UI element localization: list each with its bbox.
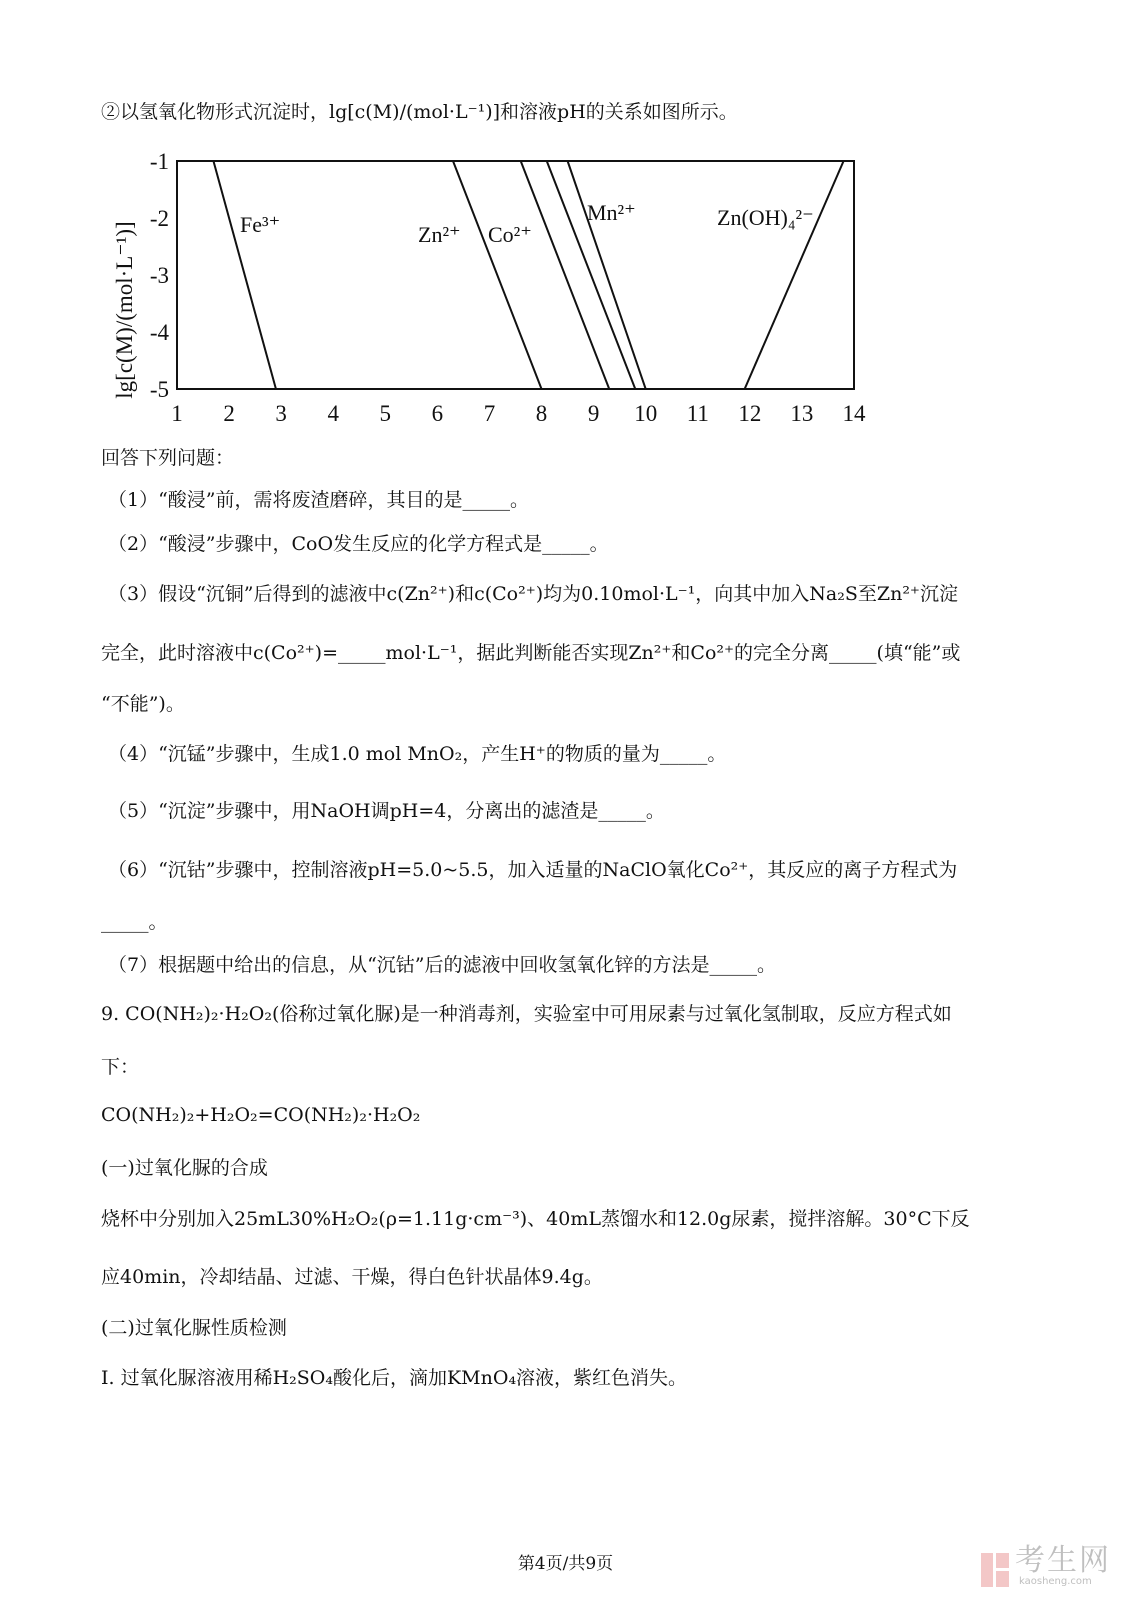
question-2: （2）“酸浸”步骤中，CoO发生反应的化学方程式是_____。 <box>108 533 609 555</box>
text-line: 回答下列问题： <box>101 447 235 469</box>
question-4: （4）“沉锰”步骤中，生成1.0 mol MnO₂，产生H⁺的物质的量为_____。 <box>108 743 727 765</box>
label-znoh: Zn(OH)₄²⁻ <box>717 205 814 230</box>
x-tick-label: 4 <box>327 401 339 426</box>
problem-9: 9. CO(NH₂)₂·H₂O₂(俗称过氧化脲)是一种消毒剂，实验室中可用尿素与过氧化氢制取，反应方程式如 <box>101 1003 952 1025</box>
label-co: Co²⁺ <box>488 222 532 247</box>
logo-text: 考生网 <box>1015 1543 1111 1578</box>
page-footer: 第4页/共9页 <box>517 1554 614 1574</box>
x-tick-label: 8 <box>535 401 548 426</box>
section-2-title: (二)过氧化脲性质检测 <box>101 1317 287 1339</box>
y-tick-label: -1 <box>149 150 169 174</box>
y-tick-label: -5 <box>149 377 169 402</box>
series-line-4 <box>568 161 646 389</box>
intro-text: ②以氢氧化物形式沉淀时，lg[c(M)/(mol·L⁻¹)]和溶液pH的关系如图所示。 <box>101 101 738 123</box>
series-line-3 <box>547 161 636 389</box>
chart-svg <box>100 150 880 435</box>
logo-icon <box>981 1553 1009 1587</box>
x-tick-label: 2 <box>223 401 235 426</box>
x-tick-label: 7 <box>483 401 496 426</box>
series-line-5 <box>745 161 844 389</box>
watermark-logo <box>981 1545 1111 1587</box>
series-line-2 <box>521 161 610 389</box>
x-tick-label: 11 <box>686 401 709 426</box>
x-tick-label: 6 <box>431 401 444 426</box>
label-mn: Mn²⁺ <box>587 200 636 225</box>
series-line-0 <box>213 161 275 389</box>
series-line-1 <box>453 161 542 389</box>
x-tick-label: 9 <box>587 401 600 426</box>
logo-url: kaosheng.com <box>1019 1576 1092 1587</box>
precipitation-chart <box>100 150 880 439</box>
x-tick-label: 3 <box>275 401 287 426</box>
problem-9-cont: 下： <box>101 1056 140 1078</box>
question-3: （3）假设“沉铜”后得到的滤液中c(Zn²⁺)和c(Co²⁺)均为0.10mol·L⁻¹，向其中加入Na₂S至Zn²⁺沉淀 <box>108 583 958 605</box>
plot-area <box>177 161 854 389</box>
question-6-cont: _____。 <box>101 911 168 933</box>
synthesis-text-cont: 应40min，冷却结晶、过滤、干燥，得白色针状晶体9.4g。 <box>101 1266 603 1288</box>
label-fe: Fe³⁺ <box>240 212 281 237</box>
x-tick-label: 13 <box>790 401 814 426</box>
synthesis-text: 烧杯中分别加入25mL30%H₂O₂(ρ=1.11g·cm⁻³)、40mL蒸馏水和12.0g尿素，搅拌溶解。30°C下反 <box>101 1208 970 1230</box>
question-6: （6）“沉钴”步骤中，控制溶液pH=5.0~5.5，加入适量的NaClO氧化Co²⁺，其反应的离子方程式为 <box>108 859 958 881</box>
x-tick-label: 1 <box>171 401 183 426</box>
question-5: （5）“沉淀”步骤中，用NaOH调pH=4，分离出的滤渣是_____。 <box>108 800 665 822</box>
question-3-cont: 完全，此时溶液中c(Co²⁺)=_____mol·L⁻¹，据此判断能否实现Zn²⁺和Co²⁺的完全分离_____(填“能”或 <box>101 642 961 664</box>
y-tick-label: -2 <box>149 206 169 231</box>
test-1: I. 过氧化脲溶液用稀H₂SO₄酸化后，滴加KMnO₄溶液，紫红色消失。 <box>101 1367 688 1389</box>
y-tick-label: -3 <box>149 263 169 288</box>
ylabel: lg[c(M)/(mol·L⁻¹)] <box>112 221 137 399</box>
question-3-end: “不能”)。 <box>101 693 185 715</box>
question-1: （1）“酸浸”前，需将废渣磨碎，其目的是_____。 <box>108 489 530 511</box>
question-7: （7）根据题中给出的信息，从“沉钴”后的滤液中回收氢氧化锌的方法是_____。 <box>108 954 777 976</box>
x-tick-label: 10 <box>634 401 658 426</box>
y-tick-label: -4 <box>149 320 169 345</box>
x-tick-label: 5 <box>379 401 392 426</box>
section-1-title: (一)过氧化脲的合成 <box>101 1157 268 1179</box>
reaction-equation: CO(NH₂)₂+H₂O₂=CO(NH₂)₂·H₂O₂ <box>101 1104 421 1126</box>
label-zn: Zn²⁺ <box>418 222 461 247</box>
x-tick-label: 14 <box>842 401 866 426</box>
x-tick-label: 12 <box>738 401 762 426</box>
